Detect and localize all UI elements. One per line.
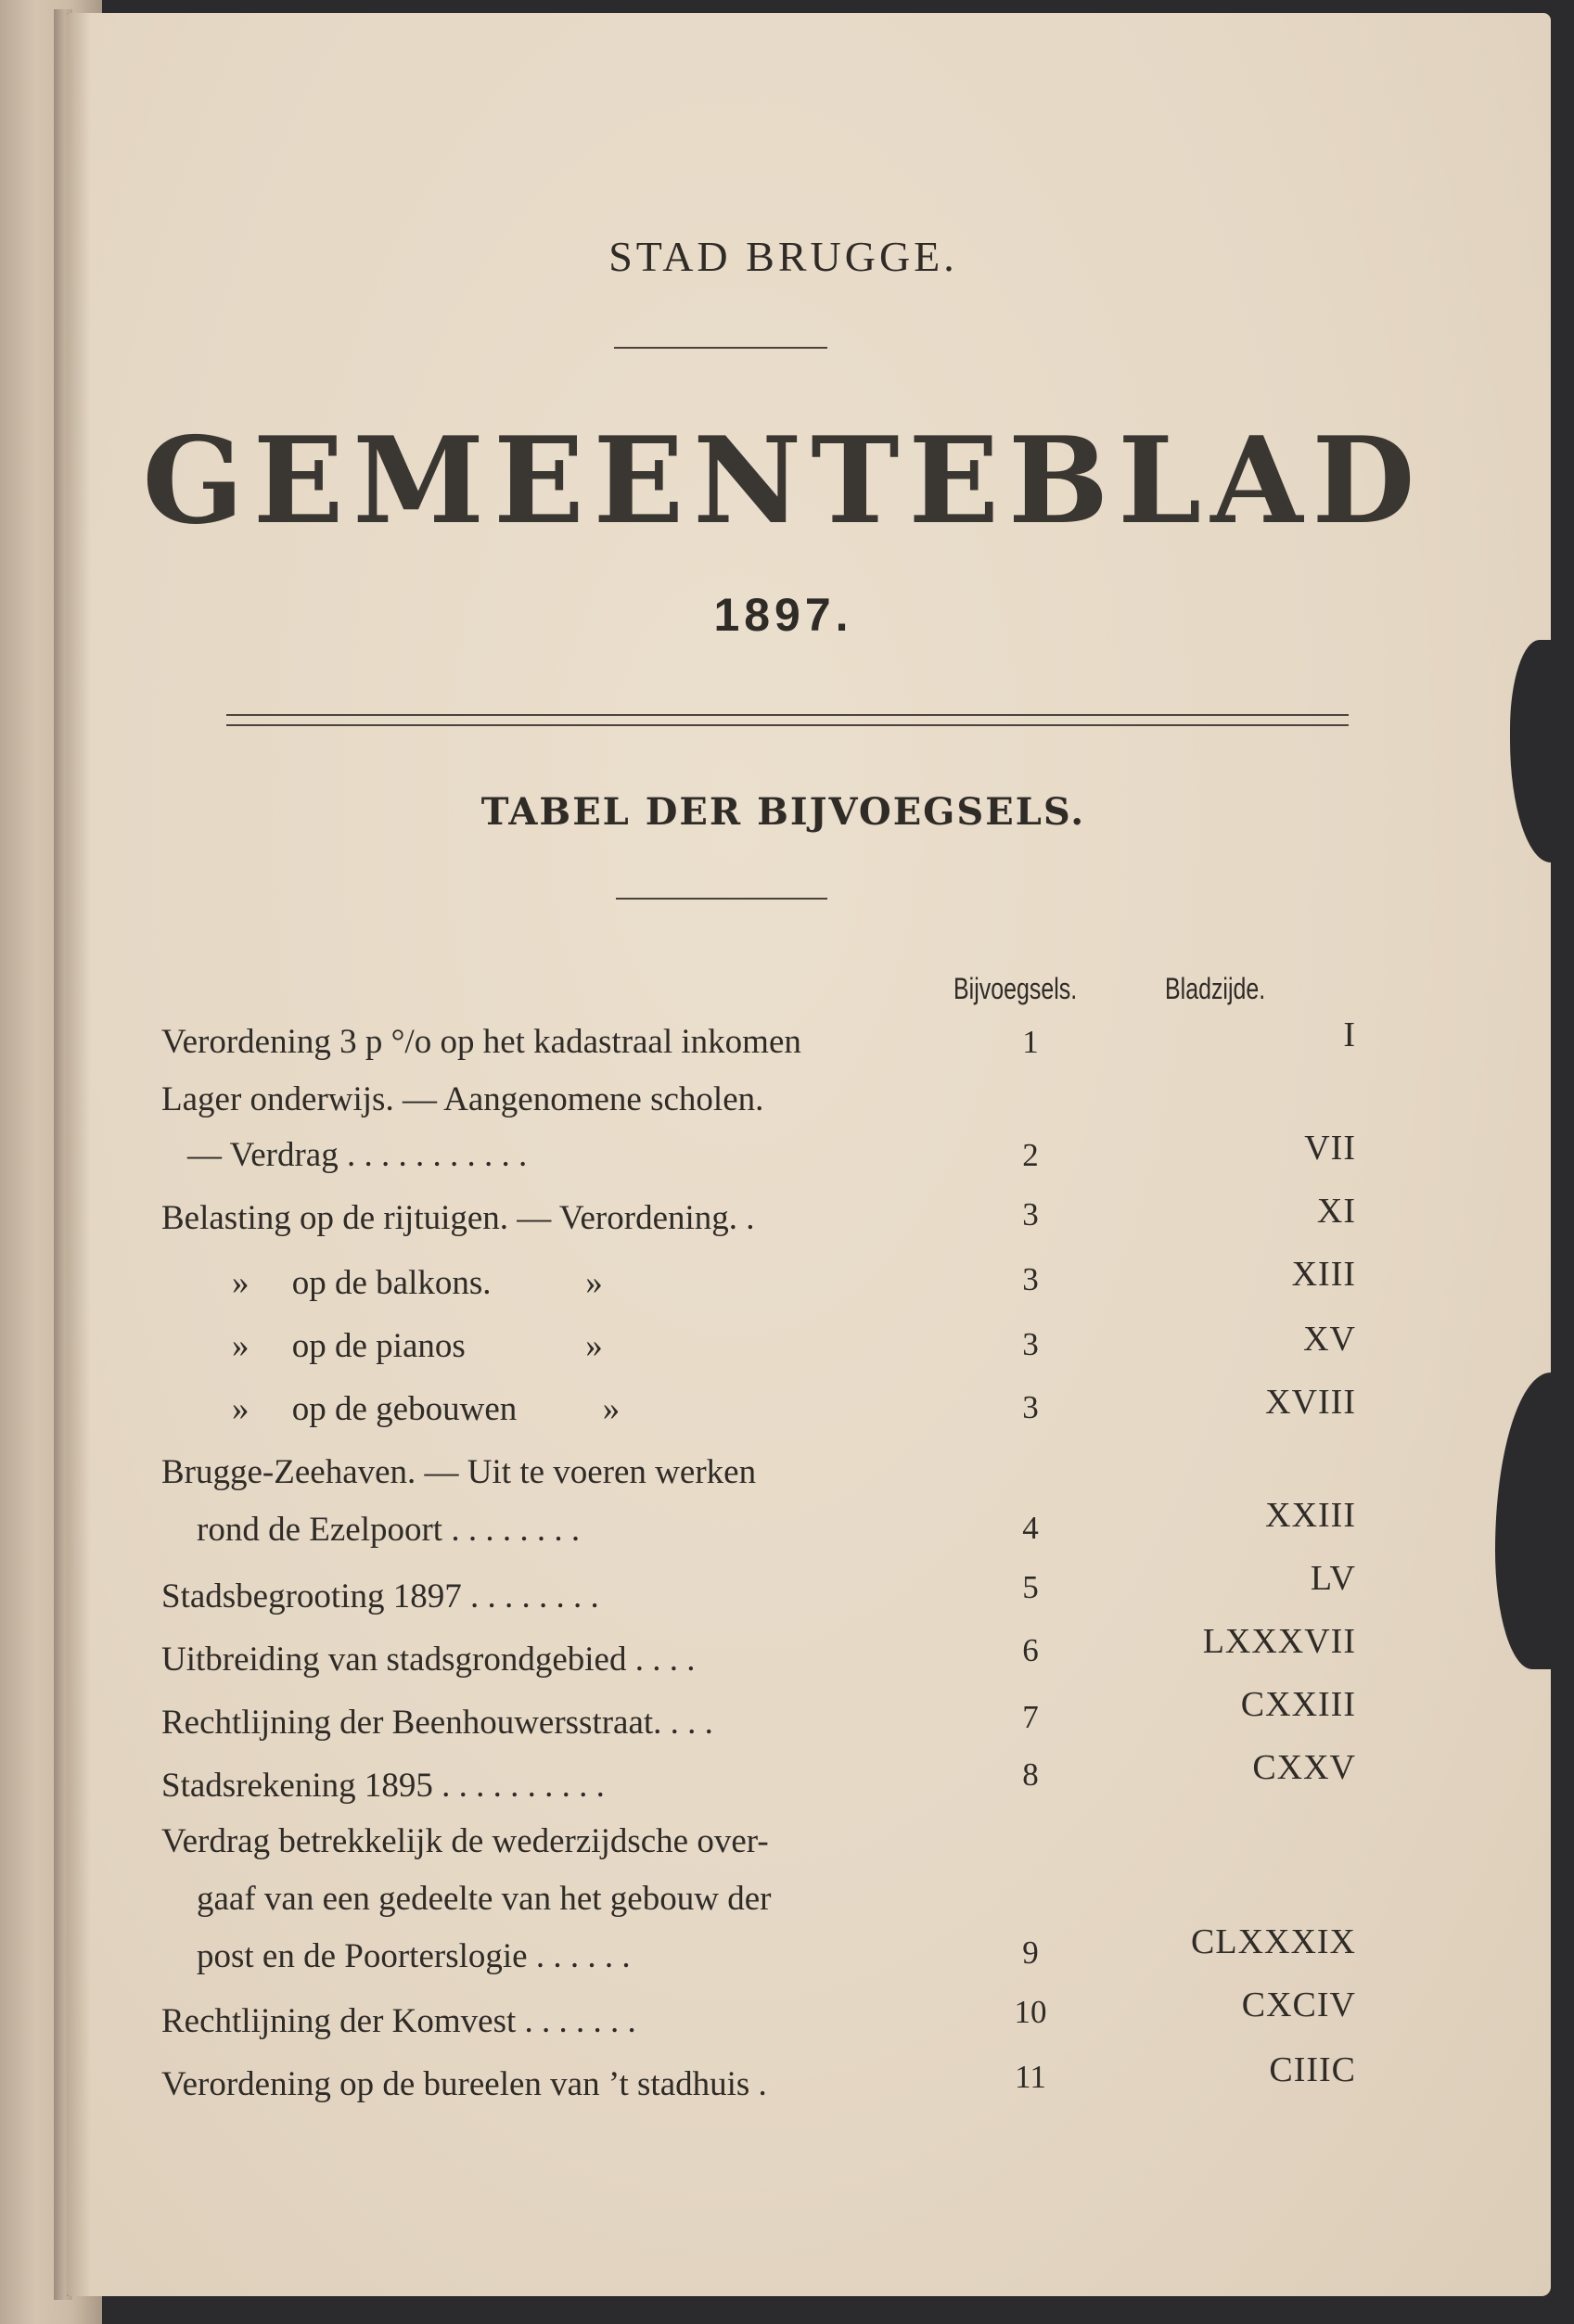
entry-page: LV xyxy=(1310,1559,1356,1598)
entry-number: 10 xyxy=(1014,1994,1047,2030)
year-heading: 1897. xyxy=(713,589,853,641)
entry-line: Uitbreiding van stadsgrondgebied . . . . xyxy=(161,1641,696,1679)
entry-number: 3 xyxy=(1022,1389,1039,1425)
entry-line: Stadsbegrooting 1897 . . . . . . . . xyxy=(161,1577,599,1615)
entry-line: » op de balkons. » xyxy=(232,1264,603,1302)
entry-line: rond de Ezelpoort . . . . . . . . xyxy=(197,1511,581,1549)
entry-number: 11 xyxy=(1015,2059,1046,2095)
entry-line: Brugge-Zeehaven. — Uit te voeren werken xyxy=(161,1453,757,1491)
page-sheet xyxy=(67,13,1551,2296)
page-edge-shadow xyxy=(67,13,91,2296)
entry-page: CXXIII xyxy=(1240,1685,1356,1724)
short-rule-bottom xyxy=(616,898,827,900)
column-header-page: Bladzijde. xyxy=(1165,972,1266,1005)
entry-number: 7 xyxy=(1022,1699,1039,1735)
entry-page: XIII xyxy=(1291,1255,1356,1294)
entry-page: XV xyxy=(1303,1320,1356,1359)
entry-page: LXXXVII xyxy=(1202,1622,1356,1661)
entry-line: Verordening 3 p °/o op het kadastraal inkomen xyxy=(161,1023,801,1061)
column-header-supplements: Bijvoegsels. xyxy=(953,972,1078,1005)
entry-line: Lager onderwijs. — Aangenomene scholen. xyxy=(161,1080,764,1118)
entry-number: 5 xyxy=(1022,1569,1039,1605)
short-rule-top xyxy=(614,347,827,349)
entry-page: CIIIC xyxy=(1269,2050,1356,2089)
entry-line: » op de pianos » xyxy=(232,1327,603,1365)
entry-page: XXIII xyxy=(1265,1496,1356,1535)
entry-line: Belasting op de rijtuigen. — Verordening. . xyxy=(161,1199,755,1237)
entry-line: — Verdrag . . . . . . . . . . . xyxy=(187,1136,528,1174)
entry-line: Stadsrekening 1895 . . . . . . . . . . xyxy=(161,1767,605,1805)
entry-number: 1 xyxy=(1022,1024,1039,1060)
double-rule xyxy=(226,714,1349,726)
city-heading: STAD BRUGGE. xyxy=(608,233,958,280)
entry-number: 3 xyxy=(1022,1326,1039,1362)
entry-line: gaaf van een gedeelte van het gebouw der xyxy=(197,1880,772,1918)
entry-line: » op de gebouwen » xyxy=(232,1390,621,1428)
entry-number: 6 xyxy=(1022,1632,1039,1668)
section-title: TABEL DER BIJVOEGSELS. xyxy=(480,790,1086,834)
entry-page: XI xyxy=(1316,1192,1356,1231)
entry-number: 3 xyxy=(1022,1261,1039,1297)
entry-line: Rechtlijning der Komvest . . . . . . . xyxy=(161,2002,636,2040)
entry-number: 9 xyxy=(1022,1935,1039,1971)
entry-page: I xyxy=(1343,1015,1356,1054)
entry-page: VII xyxy=(1304,1129,1356,1168)
entry-page: CLXXXIX xyxy=(1191,1922,1356,1961)
entry-number: 3 xyxy=(1022,1196,1039,1232)
entry-page: CXXV xyxy=(1252,1748,1356,1787)
entry-line: Rechtlijning der Beenhouwersstraat. . . . xyxy=(161,1704,713,1742)
entry-line: Verdrag betrekkelijk de wederzijdsche over- xyxy=(161,1822,769,1860)
entry-number: 2 xyxy=(1022,1137,1039,1173)
entry-line: Verordening op de bureelen van ’t stadhuis . xyxy=(161,2065,767,2103)
entry-page: CXCIV xyxy=(1241,1986,1356,2024)
page-title: GEMEENTEBLAD xyxy=(142,412,1425,551)
entry-page: XVIII xyxy=(1265,1383,1356,1422)
entry-line: post en de Poorterslogie . . . . . . xyxy=(197,1937,631,1975)
entry-number: 8 xyxy=(1022,1756,1039,1793)
entry-number: 4 xyxy=(1022,1510,1039,1546)
